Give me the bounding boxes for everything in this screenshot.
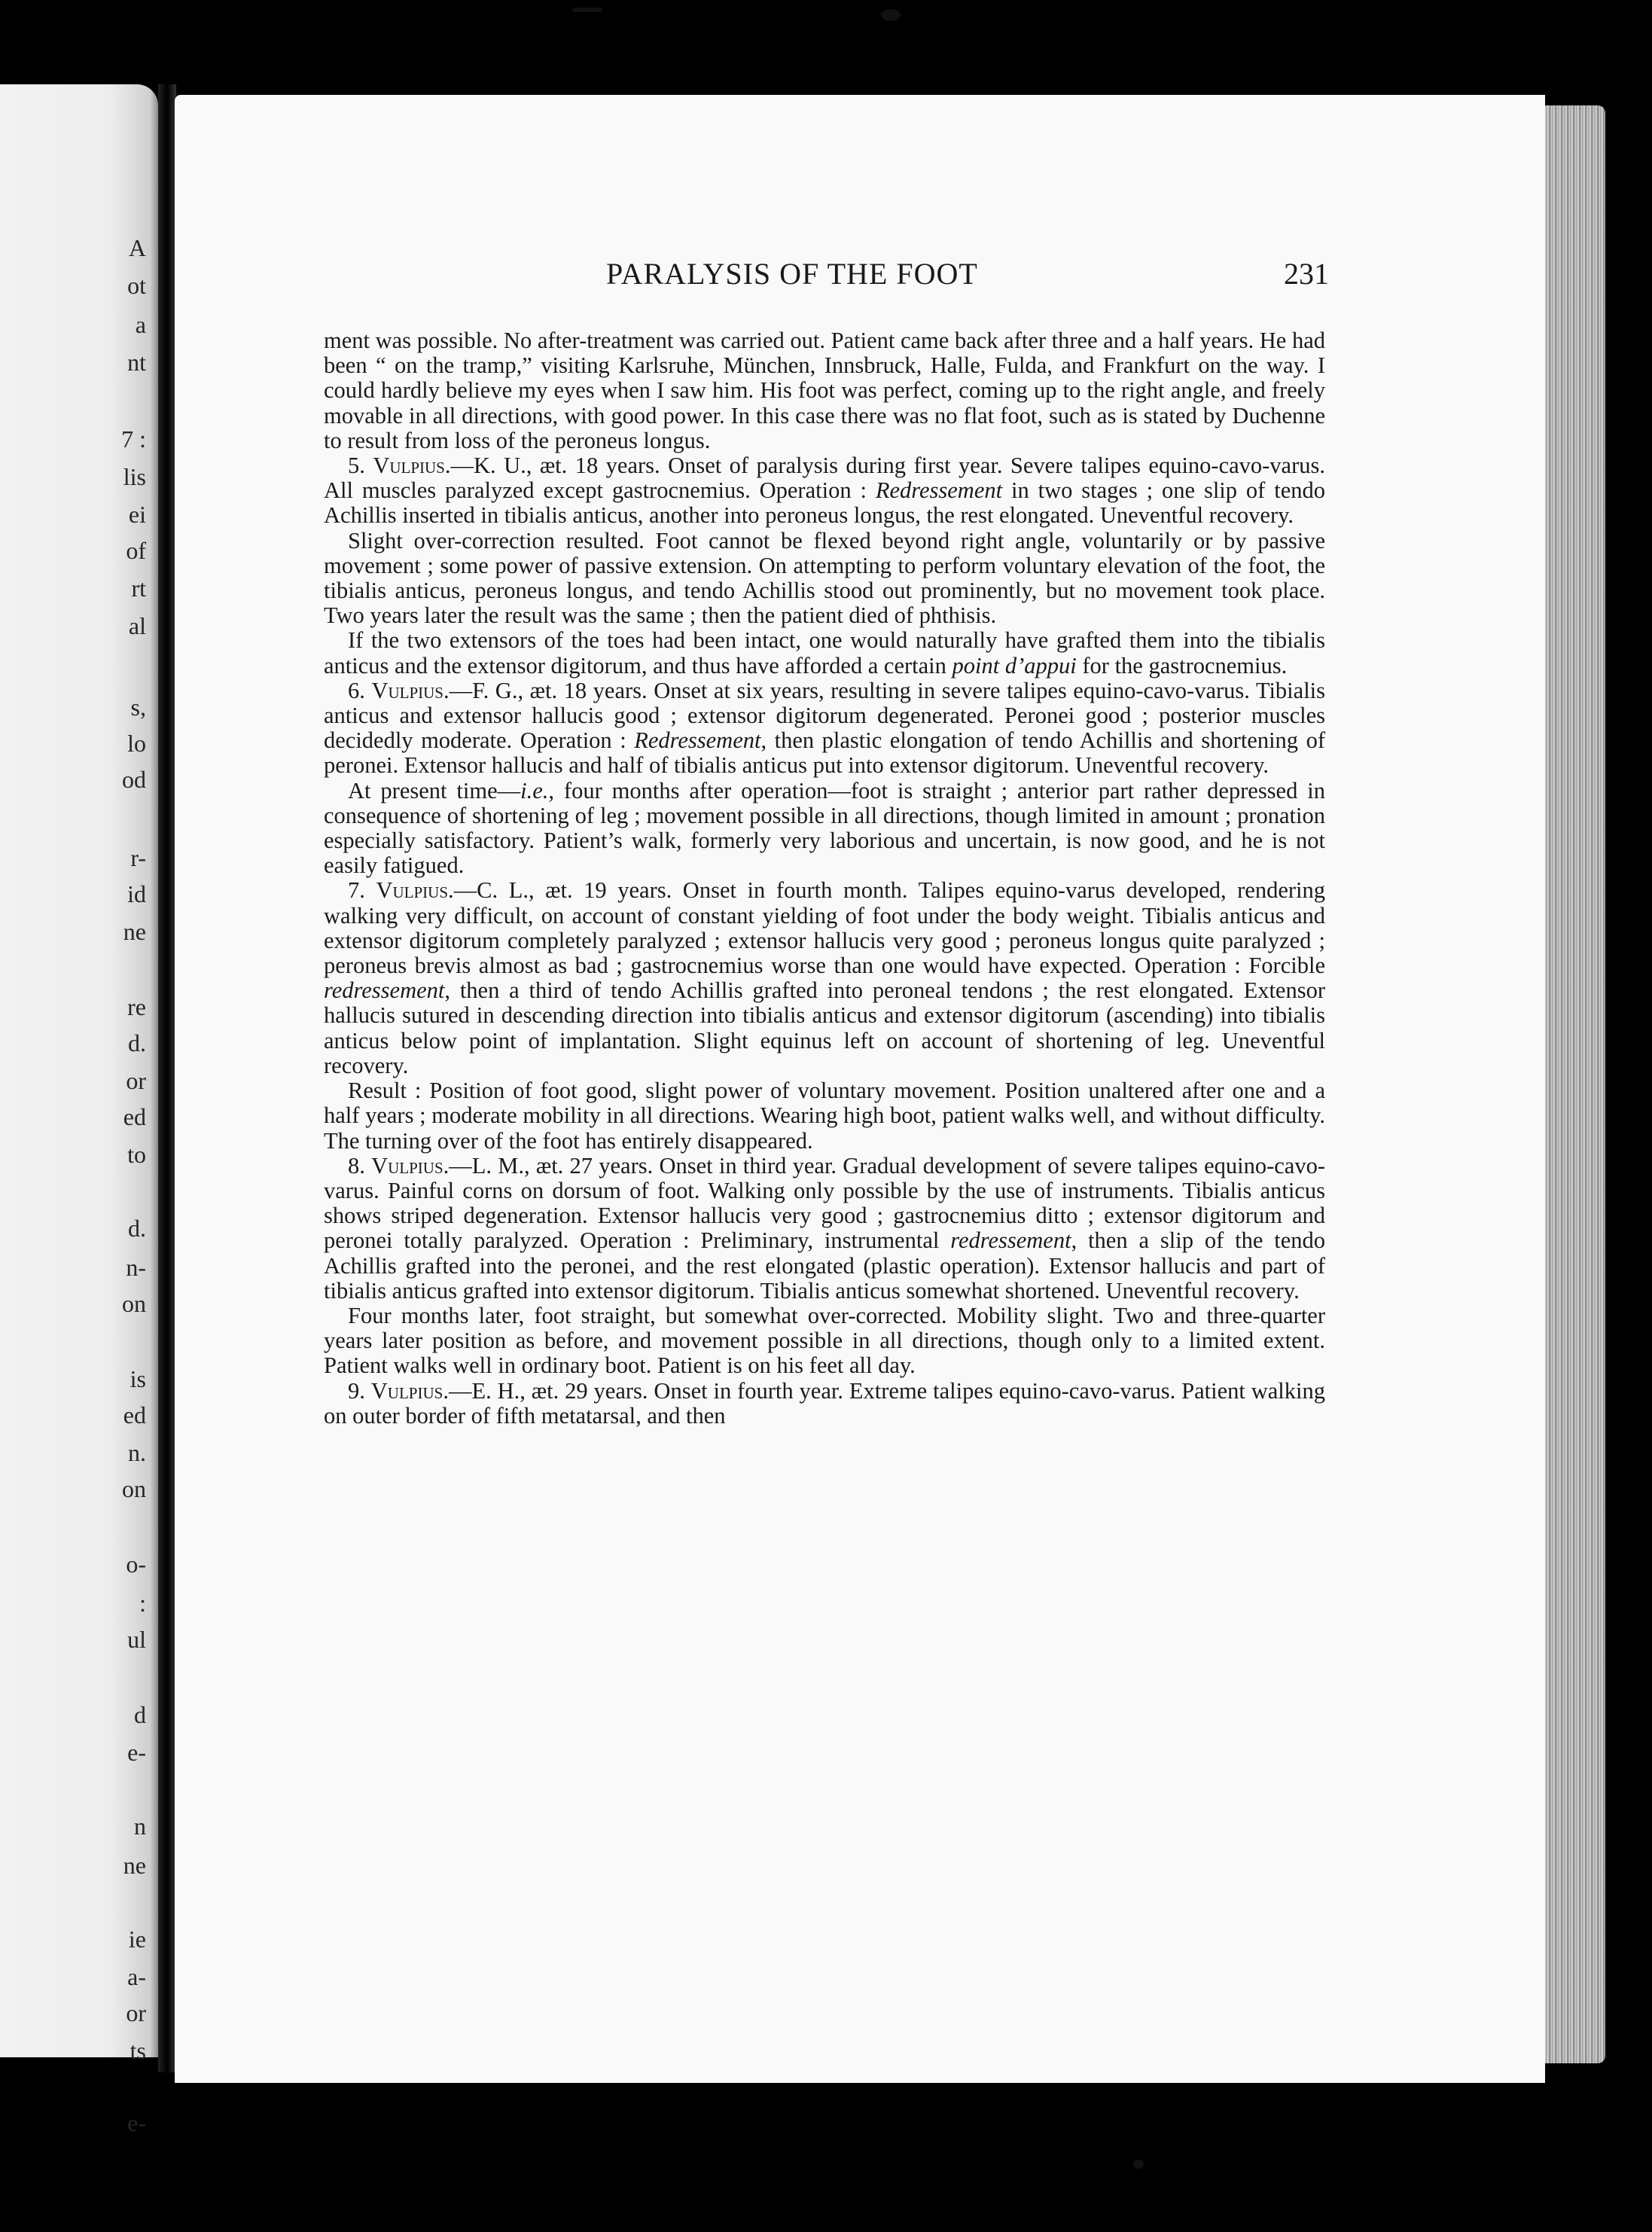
text-run: ment was possible. No after-treatment was carried out. Patient came back after three and a half years. He had been “ on the tramp,” visiting Karlsruhe, München, Innsbruck, Halle, Fulda, and Frankfurt on the way. I could hardly believe my eyes when I saw him. His foot was perfect, coming up to the right angle, and freely movable in all directions, with good power. In this case there was no flat foot, such as is stated by Duchenne to result from loss of the peroneus longus.	[324, 328, 1325, 453]
text-run: , four months after operation—foot is straight ; anterior part rather depressed in consequence of shortening of leg ; movement possible in all directions, though limited in amount ; pronation especially satisfactory. Patient’s walk, formerly very laborious and uncertain, is now good, and he is not easily fatigued.	[324, 777, 1325, 879]
paragraph	[324, 779, 1325, 879]
scan-speck	[572, 8, 602, 12]
paragraph	[324, 1379, 1325, 1429]
scan-speck	[1133, 2160, 1144, 2169]
facing-page-fragment: ne	[123, 1852, 146, 1879]
paragraph	[324, 453, 1325, 529]
text-run: , then a third of tendo Achillis grafted into peroneal tendons ; the rest elongated. Extensor hallucis sutured in descending direction into tibialis anticus and extensor digitorum (ascending) into tibialis anticus below point of implantation. Slight equinus left on account of shortening of leg. Uneventful recovery.	[324, 977, 1325, 1078]
author-name: Vulpius	[376, 877, 449, 904]
facing-page-fragment: rt	[131, 575, 146, 602]
author-name: Vulpius	[373, 453, 445, 479]
facing-page-fragment: lis	[123, 463, 146, 490]
facing-page-fragment: e-	[127, 1739, 146, 1766]
text-run: .—L. M., æt. 27 years. Onset in third year. Gradual development of severe talipes equino-cavo-varus. Painful corns on dorsum of foot. Walking only possible by the use of instruments. Tibialis anticus shows striped degeneration. Extensor hallucis very good ; gastrocnemius ditto ; extensor digitorum and peronei totally paralyzed. Operation : Preliminary, instrumental	[324, 1152, 1326, 1254]
text-run: .—K. U., æt. 18 years. Onset of paralysis during first year. Severe talipes equino-cavo-varus. All muscles paralyzed except gastrocnemius. Operation :	[324, 453, 1326, 504]
facing-page-fragment: o-	[126, 1551, 146, 1578]
italic-term: Redressement	[875, 477, 1003, 504]
facing-page-fragment: ot	[127, 272, 146, 299]
facing-page-fragment: d.	[128, 1215, 146, 1242]
facing-page-fragment: is	[130, 1365, 146, 1392]
facing-page-fragment: 7 :	[121, 425, 146, 453]
text-run: Result : Position of foot good, slight power of voluntary movement. Position unaltered after one and a half years ; moderate mobility in all directions. Wearing high boot, patient walks well, and without difficulty. The turning over of the foot has entirely disappeared.	[324, 1078, 1325, 1154]
paragraph	[324, 529, 1325, 629]
text-run: , then plastic elongation of tendo Achillis and shortening of peronei. Extensor hallucis and half of tibialis anticus put into extensor digitorum. Uneventful recovery.	[324, 727, 1325, 779]
text-run: 7.	[348, 877, 376, 904]
author-name: Vulpius	[370, 1377, 443, 1404]
italic-term: i.e.	[520, 777, 549, 803]
text-run: in two stages ; one slip of tendo Achillis inserted in tibialis anticus, another into peroneus longus, the rest elongated. Uneventful recovery.	[324, 477, 1325, 529]
facing-page-fragment: a	[135, 311, 146, 338]
body-text	[324, 328, 1325, 1429]
italic-term: Redressement	[634, 727, 761, 754]
running-head: PARALYSIS OF THE FOOT	[606, 257, 978, 291]
paragraph	[324, 878, 1325, 1078]
facing-page-fragment: or	[126, 1067, 146, 1094]
facing-page-fragment: ei	[128, 501, 146, 528]
facing-page-fragment: n.	[128, 1439, 146, 1466]
facing-page-fragment: od	[122, 766, 146, 793]
text-run: Slight over-correction resulted. Foot cannot be flexed beyond right angle, voluntarily or by passive movement ; some power of passive extension. On attempting to perform voluntary elevation of the foot, the tibialis anticus, peroneus longus, and tendo Achillis stood out prominently, but no movement took place. Two years later the result was the same ; then the patient died of phthisis.	[324, 527, 1325, 629]
facing-page-fragment: id	[127, 880, 146, 907]
facing-page-fragment: ed	[123, 1103, 146, 1130]
facing-page-fragment: on	[122, 1290, 146, 1317]
page-edges	[1545, 105, 1605, 2063]
text-run: Four months later, foot straight, but somewhat over-corrected. Mobility slight. Two and three-quarter years later position as before, and movement possible in all directions, though only to a limited extent. Patient walks well in ordinary boot. Patient is on his feet all day.	[324, 1302, 1325, 1379]
facing-page-fragment: on	[122, 1475, 146, 1502]
text-run: .—C. L., æt. 19 years. Onset in fourth month. Talipes equino-varus developed, rendering walking very difficult, on account of constant yielding of foot under the body weight. Tibialis anticus and extensor digitorum completely paralyzed ; extensor hallucis very good ; peroneus longus quite paralyzed ; peroneus brevis almost as bad ; gastrocnemius worse than one would have expected. Operation : Forcible	[324, 877, 1326, 979]
facing-page-fragment: re	[127, 993, 146, 1020]
text-run: 6.	[348, 677, 372, 703]
text-run: 9.	[348, 1377, 371, 1404]
facing-page-fragment: lo	[127, 730, 146, 757]
text-run: 8.	[348, 1152, 372, 1179]
paragraph	[324, 1154, 1325, 1304]
facing-page-fragment: nt	[127, 349, 146, 376]
paragraph	[324, 328, 1325, 453]
paragraph	[324, 628, 1325, 678]
facing-page-fragment: s,	[130, 694, 146, 721]
text-run: for the gastrocnemius.	[1076, 652, 1288, 678]
italic-term: point d’appui	[952, 652, 1077, 678]
facing-page-fragment: n	[134, 1813, 146, 1840]
italic-term: redressement	[324, 977, 445, 1004]
facing-page-fragment: r-	[130, 844, 146, 871]
text-run: At present time—	[348, 777, 521, 803]
page-number: 231	[1284, 257, 1329, 291]
paragraph	[324, 678, 1325, 779]
italic-term: redressement	[950, 1227, 1071, 1254]
paragraph	[324, 1078, 1325, 1154]
facing-page-fragment: n-	[126, 1254, 146, 1281]
text-run: If the two extensors of the toes had been intact, one would naturally have grafted them into the tibialis anticus and the extensor digitorum, and thus have afforded a certain	[324, 627, 1325, 678]
author-name: Vulpius	[371, 677, 443, 703]
facing-page-fragment: ul	[127, 1626, 146, 1653]
facing-page-fragment: al	[128, 612, 146, 639]
facing-page-fragment: e-	[127, 2109, 146, 2136]
page-header	[0, 256, 1652, 294]
text-run: .—E. H., æt. 29 years. Onset in fourth year. Extreme talipes equino-cavo-varus. Patient walking on outer border of fifth metatarsal, and then	[324, 1377, 1325, 1429]
facing-page-fragment: ts	[130, 2037, 146, 2064]
text-run: , then a slip of the tendo Achillis grafted into the peronei, and the rest elongated (plastic operation). Extensor hallucis and part of tibialis anticus grafted into extensor digitorum. Tibialis anticus somewhat shortened. Uneventful recovery.	[324, 1227, 1325, 1304]
facing-page-fragment: ie	[128, 1926, 146, 1953]
facing-page-fragment: d.	[128, 1029, 146, 1057]
text-run: .—F. G., æt. 18 years. Onset at six years, resulting in severe talipes equino-cavo-varus. Tibialis anticus and extensor hallucis good ; extensor digitorum degenerated. Peronei good ; posterior muscles decidedly moderate. Operation :	[324, 677, 1326, 754]
facing-page-fragment: to	[127, 1141, 146, 1168]
facing-page-edge	[0, 84, 158, 2136]
author-name: Vulpius	[371, 1152, 443, 1179]
facing-page-fragment: ed	[123, 1401, 146, 1429]
scan-speck	[881, 9, 901, 21]
facing-page-fragment: ne	[123, 918, 146, 945]
facing-page-fragment: :	[139, 1590, 146, 1617]
facing-page-fragment: of	[126, 537, 146, 564]
facing-page-fragment: d	[134, 1701, 146, 1728]
paragraph	[324, 1304, 1325, 1379]
book-gutter	[158, 84, 176, 2072]
text-run: 5.	[348, 453, 373, 479]
facing-page-fragment: or	[126, 1999, 146, 2026]
facing-page-fragment: a-	[127, 1963, 146, 1990]
facing-page-fragment: A	[128, 234, 146, 261]
